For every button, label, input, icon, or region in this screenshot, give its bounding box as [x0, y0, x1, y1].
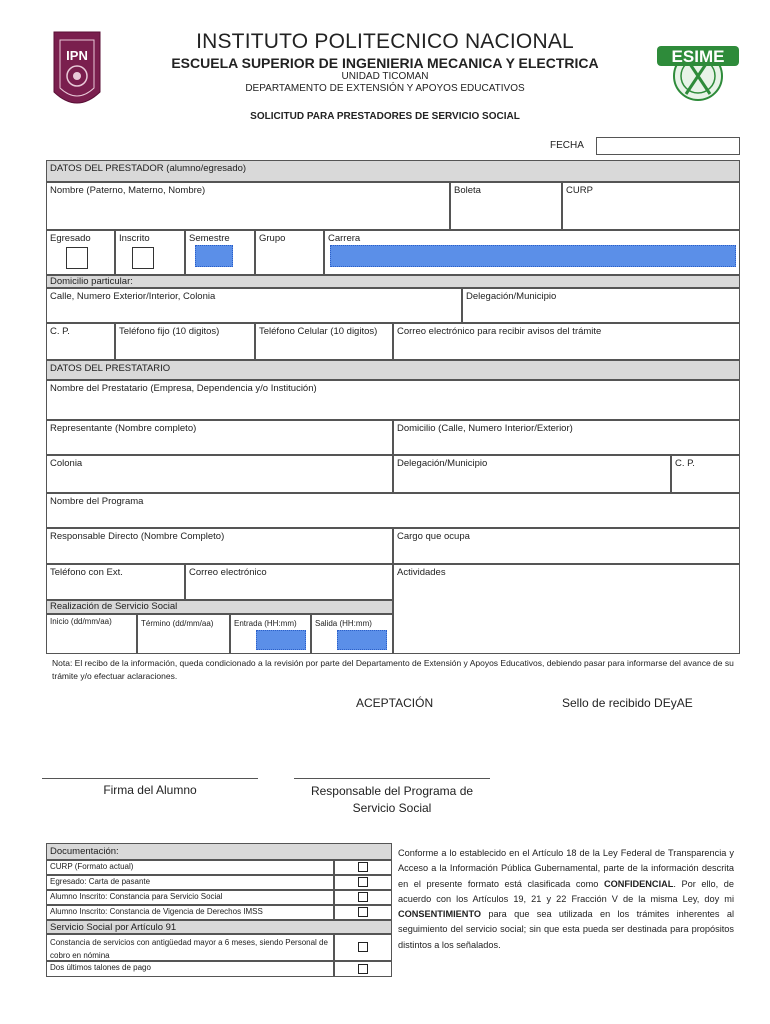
salida-input-highlight[interactable] — [337, 630, 387, 650]
tel-cel-label: Teléfono Celular (10 digitos) — [259, 326, 378, 337]
salida-label: Salida (HH:mm) — [315, 619, 372, 628]
art91-item-row — [46, 961, 334, 977]
domicilio-particular-header: Domicilio particular: — [46, 275, 740, 288]
art91-item-row — [46, 934, 334, 961]
inscrito-checkbox[interactable] — [132, 247, 154, 269]
prestador-section-title: DATOS DEL PRESTADOR (alumno/egresado) — [46, 160, 740, 182]
actividades-field[interactable] — [393, 564, 740, 654]
nombre-prestador-field[interactable] — [46, 182, 450, 230]
correo-prestatario-label: Correo electrónico — [189, 567, 267, 578]
tel-fijo-label: Teléfono fijo (10 digitos) — [119, 326, 220, 337]
responsable-directo-label: Responsable Directo (Nombre Completo) — [50, 531, 225, 542]
delegacion-prestatario-field[interactable] — [393, 455, 671, 493]
inicio-label: Inicio (dd/mm/aa) — [50, 617, 112, 626]
calle-field[interactable] — [46, 288, 462, 323]
documentacion-title: Documentación: — [46, 843, 392, 860]
colonia-label: Colonia — [50, 458, 83, 469]
cargo-field[interactable] — [393, 528, 740, 564]
actividades-label: Actividades — [397, 567, 446, 578]
consentimiento-part2: . Por ello, de acuerdo con los Artículos 19, 21 y 22 Fracción V de la misma Ley, doy mi — [398, 878, 734, 904]
tel-cel-field[interactable] — [255, 323, 393, 360]
programa-field[interactable] — [46, 493, 740, 528]
curp-field[interactable] — [562, 182, 740, 230]
representante-field[interactable] — [46, 420, 393, 455]
domicilio-prestatario-field[interactable] — [393, 420, 740, 455]
doc-item-label: Alumno Inscrito: Constancia para Servicio Social — [50, 892, 223, 901]
doc-item-checkbox[interactable] — [358, 877, 368, 887]
svg-text:ESIME: ESIME — [671, 47, 725, 66]
tel-fijo-field[interactable] — [115, 323, 255, 360]
institution-title: INSTITUTO POLITECNICO NACIONAL — [196, 30, 574, 53]
consentimiento-bold: CONSENTIMIENTO — [398, 909, 482, 920]
realizacion-header: Realización de Servicio Social — [46, 600, 393, 614]
egresado-label: Egresado — [50, 233, 91, 244]
art91-item-label: Dos últimos talones de pago — [50, 963, 151, 972]
inscrito-label: Inscrito — [119, 233, 150, 244]
aceptacion-label: ACEPTACIÓN — [356, 696, 434, 710]
art91-item-checkbox[interactable] — [358, 964, 368, 974]
doc-item-checkbox[interactable] — [358, 892, 368, 902]
responsable-programa-line — [294, 778, 490, 779]
domicilio-prestatario-label: Domicilio (Calle, Numero Interior/Exterior) — [397, 423, 573, 434]
correo-prestador-field[interactable] — [393, 323, 740, 360]
entrada-input-highlight[interactable] — [256, 630, 306, 650]
programa-label: Nombre del Programa — [50, 496, 144, 507]
doc-item-checkbox[interactable] — [358, 862, 368, 872]
prestatario-section-title: DATOS DEL PRESTATARIO — [46, 360, 740, 380]
doc-item-label: Egresado: Carta de pasante — [50, 877, 151, 886]
art91-title: Servicio Social por Artículo 91 — [46, 920, 392, 934]
firma-alumno-line — [42, 778, 258, 779]
doc-item-row — [46, 890, 334, 905]
telefono-ext-label: Teléfono con Ext. — [50, 567, 123, 578]
inicio-field[interactable] — [46, 614, 137, 654]
cargo-label: Cargo que ocupa — [397, 531, 470, 542]
egresado-checkbox[interactable] — [66, 247, 88, 269]
cp-prestador-label: C. P. — [50, 326, 70, 337]
grupo-field[interactable] — [255, 230, 324, 275]
carrera-label: Carrera — [328, 233, 361, 244]
doc-item-label: CURP (Formato actual) — [50, 862, 134, 871]
art91-item-checkbox[interactable] — [358, 942, 368, 952]
doc-item-label: Alumno Inscrito: Constancia de Vigencia de Derechos IMSS — [50, 907, 263, 916]
representante-label: Representante (Nombre completo) — [50, 423, 197, 434]
grupo-label: Grupo — [259, 233, 286, 244]
semestre-label: Semestre — [189, 233, 230, 244]
nombre-prestador-label: Nombre (Paterno, Materno, Nombre) — [50, 185, 206, 196]
colonia-field[interactable] — [46, 455, 393, 493]
correo-prestador-label: Correo electrónico para recibir avisos del trámite — [397, 326, 602, 337]
responsable-programa-label: Responsable del Programa de Servicio Social — [310, 784, 474, 815]
nombre-prestatario-label: Nombre del Prestatario (Empresa, Dependencia y/o Institución) — [50, 383, 317, 394]
svg-text:IPN: IPN — [66, 48, 88, 63]
cp-prestatario-field[interactable] — [671, 455, 740, 493]
correo-prestatario-field[interactable] — [185, 564, 393, 600]
fecha-label: FECHA — [550, 140, 584, 151]
termino-field[interactable] — [137, 614, 230, 654]
art91-item-label: Constancia de servicios con antigüedad mayor a 6 meses, siendo Personal de cobro en nómina — [50, 938, 328, 960]
doc-item-row — [46, 875, 334, 890]
sello-label: Sello de recibido DEyAE — [562, 696, 693, 710]
doc-item-row — [46, 860, 334, 875]
firma-alumno-label: Firma del Alumno — [103, 783, 197, 797]
carrera-dropdown-highlight[interactable] — [330, 245, 736, 267]
school-title: ESCUELA SUPERIOR DE INGENIERIA MECANICA Y ELECTRICA — [171, 55, 599, 71]
confidencial-text: CONFIDENCIAL — [603, 878, 674, 889]
curp-label: CURP — [566, 185, 593, 196]
cp-prestador-field[interactable] — [46, 323, 115, 360]
consentimiento-part3: para que sea utilizada en los trámites inherentes al seguimiento del servicio social; sin que esta pueda ser destinada para propósitos distintos a los señalados. — [398, 909, 734, 950]
cp-prestatario-label: C. P. — [675, 458, 695, 469]
responsable-directo-field[interactable] — [46, 528, 393, 564]
nota-text: Nota: El recibo de la información, queda condicionado a la revisión por parte del Departamento de Extensión y Apoyos Educativos, debiendo pasar para informarse del avance de su trámite y/o efectuar aclaraciones. — [52, 658, 734, 681]
consentimiento-part1: Conforme a lo establecido en el Artículo 18 de la Ley Federal de Transparencia y Acceso a la Información Pública Gubernamental, parte de la información descrita en el presente formato está clasificada como — [398, 848, 734, 889]
consentimiento-text — [398, 846, 734, 953]
semestre-input-highlight[interactable] — [195, 245, 233, 267]
doc-item-checkbox[interactable] — [358, 907, 368, 917]
boleta-label: Boleta — [454, 185, 481, 196]
nombre-prestatario-field[interactable] — [46, 380, 740, 420]
delegacion-prestador-label: Delegación/Municipio — [466, 291, 557, 302]
entrada-label: Entrada (HH:mm) — [234, 619, 297, 628]
calle-label: Calle, Numero Exterior/Interior, Colonia — [50, 291, 216, 302]
termino-label: Término (dd/mm/aa) — [141, 619, 214, 628]
fecha-field[interactable] — [596, 137, 740, 155]
telefono-ext-field[interactable] — [46, 564, 185, 600]
delegacion-prestador-field[interactable] — [462, 288, 740, 323]
delegacion-prestatario-label: Delegación/Municipio — [397, 458, 488, 469]
form-title: SOLICITUD PARA PRESTADORES DE SERVICIO SOCIAL — [250, 111, 520, 122]
boleta-field[interactable] — [450, 182, 562, 230]
unit-title: UNIDAD TICOMAN — [341, 71, 429, 82]
doc-item-row — [46, 905, 334, 920]
department-title: DEPARTAMENTO DE EXTENSIÓN Y APOYOS EDUCATIVOS — [245, 83, 525, 94]
